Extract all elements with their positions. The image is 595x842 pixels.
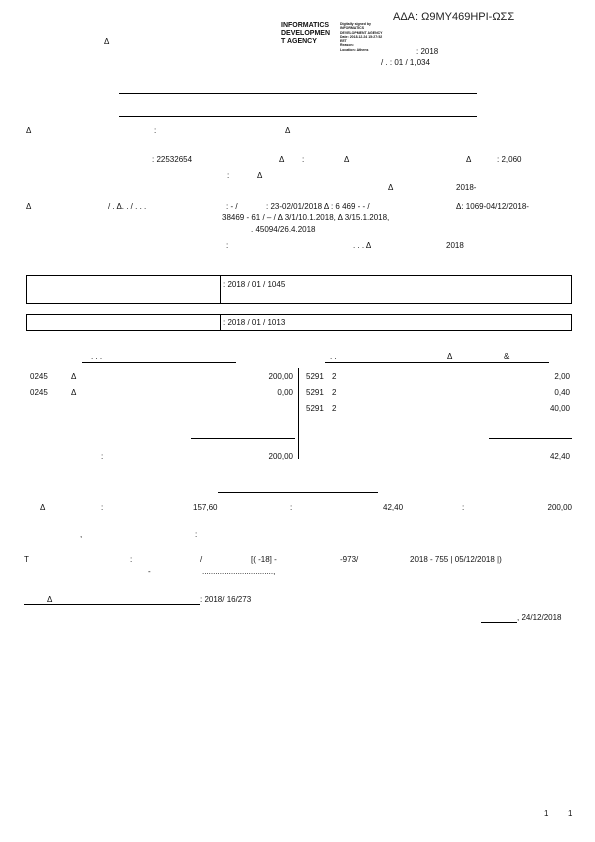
left-row-desc: Δ [71, 372, 77, 381]
ref-line-3: . 45094/26.4.2018 [251, 225, 316, 234]
right-header-amp: & [504, 352, 510, 361]
title-line-2 [119, 116, 477, 117]
left-row-amount: 0,00 [277, 388, 293, 397]
box2-divider [220, 315, 221, 330]
stamp-line: Digitally signed by [340, 22, 371, 26]
summary-delta: Δ [40, 503, 46, 512]
right-total-line [489, 438, 572, 439]
t-slash: / [200, 555, 203, 564]
right-row-code: 5291 [306, 372, 324, 381]
document-date: , 24/12/2018 [517, 613, 562, 622]
left-row-code: 0245 [30, 372, 48, 381]
summary-line [218, 492, 378, 493]
afm-d2: Δ [344, 155, 350, 164]
bottom-reference: : 2018/ 16/273 [200, 595, 252, 604]
afm-colon: : [302, 155, 305, 164]
header-delta: Δ [104, 37, 110, 46]
stamp-line: Date: 2018.12.24 15:27:52 [340, 34, 383, 39]
left-header: . . . [91, 352, 103, 361]
left-total: 200,00 [268, 452, 293, 461]
stamp-line: EET [340, 39, 347, 44]
ref-part-b: / . Δ. . / . . . [108, 202, 147, 211]
left-row-amount: 200,00 [268, 372, 293, 381]
year-line: : 2018 [416, 47, 439, 56]
left-total-colon: : [101, 452, 104, 461]
summary-value-3: 200,00 [547, 503, 572, 512]
right-row-amount: 40,00 [549, 404, 570, 413]
page-number: 1 [544, 809, 549, 818]
stamp-line: DEVELOPMENT AGENCY [340, 30, 383, 35]
summary-colon-2: : [290, 503, 293, 512]
ref-part-e: Δ: 1069-04/12/2018- [456, 202, 529, 211]
table-divider [298, 368, 299, 459]
summary-comma: , [80, 530, 83, 539]
summary-colon-3: : [462, 503, 465, 512]
ref-delta: Δ [26, 202, 32, 211]
right-row-sub: 2 [332, 372, 337, 381]
bottom-underline [24, 604, 200, 605]
summary-value-1: 157,60 [193, 503, 218, 512]
stamp-line: Reason: [340, 43, 354, 48]
right-row-sub: 2 [332, 388, 337, 397]
box1-text: : 2018 / 01 / 1045 [223, 280, 286, 289]
page-total: 1 [568, 809, 573, 818]
s1-delta2: Δ [285, 126, 291, 135]
right-row-code: 5291 [306, 404, 324, 413]
summary-colon-1: : [101, 503, 104, 512]
left-row-desc: Δ [71, 388, 77, 397]
s1-line6-colon: : [226, 241, 229, 250]
left-row-code: 0245 [30, 388, 48, 397]
s1-line4-delta: Δ [388, 183, 394, 192]
amount-value: : 2,060 [497, 155, 522, 164]
reference-box-2 [26, 314, 572, 331]
right-row-amount: 0,40 [554, 388, 570, 397]
t-part-2: -973/ [340, 555, 359, 564]
right-header-a: . . [330, 352, 337, 361]
s1-colon: : [154, 126, 157, 135]
afm-number: : 22532654 [152, 155, 193, 164]
s1-line3-delta: Δ [257, 171, 263, 180]
reference-box-1 [26, 275, 572, 304]
t-dash: - [148, 567, 151, 576]
afm-d3: Δ [466, 155, 472, 164]
right-header-underline [325, 362, 549, 363]
ref-line-2: 38469 - 61 / – / Δ 3/1/10.1.2018, Δ 3/15.1.2018, [222, 213, 390, 222]
right-total: 42,40 [549, 452, 570, 461]
s1-line6-year: 2018 [446, 241, 464, 250]
right-row-amount: 2,00 [554, 372, 570, 381]
stamp-line: Location: Athens [340, 47, 369, 52]
protocol-number: / . : 01 / 1,034 [381, 58, 430, 67]
s1-line6-text: . . . Δ [353, 241, 372, 250]
right-row-code: 5291 [306, 388, 324, 397]
ref-part-c: : - / [226, 202, 238, 211]
t-colon: : [130, 555, 133, 564]
ada-code: ΑΔΑ: Ω9ΜΥ469ΗΡΙ-ΩΣΣ [393, 11, 515, 23]
summary-sub-colon: : [195, 530, 198, 539]
box1-divider [220, 276, 221, 303]
box2-text: : 2018 / 01 / 1013 [223, 318, 286, 327]
date-underline [481, 622, 517, 623]
left-header-underline [82, 362, 236, 363]
summary-value-2: 42,40 [383, 503, 404, 512]
s1-line3-colon: : [227, 171, 230, 180]
t-part-3: 2018 - 755 | 05/12/2018 |) [410, 555, 502, 564]
right-header-d: Δ [447, 352, 453, 361]
t-dots: ................................, [202, 567, 276, 576]
digital-signature-stamp [340, 22, 400, 52]
afm-d1: Δ [279, 155, 285, 164]
stamp-line: INFORMATICS [340, 26, 365, 31]
s1-delta: Δ [26, 126, 32, 135]
right-row-sub: 2 [332, 404, 337, 413]
agency-name: INFORMATICS DEVELOPMEN T AGENCY [281, 22, 331, 45]
s1-line4-year: 2018- [456, 183, 477, 192]
t-label: T [24, 555, 29, 564]
t-part-1: [( -18] - [251, 555, 277, 564]
bottom-delta: Δ [47, 595, 53, 604]
ref-part-d: : 23-02/01/2018 Δ : 6 469 - - / [266, 202, 370, 211]
left-total-line [191, 438, 295, 439]
title-line-1 [119, 93, 477, 94]
